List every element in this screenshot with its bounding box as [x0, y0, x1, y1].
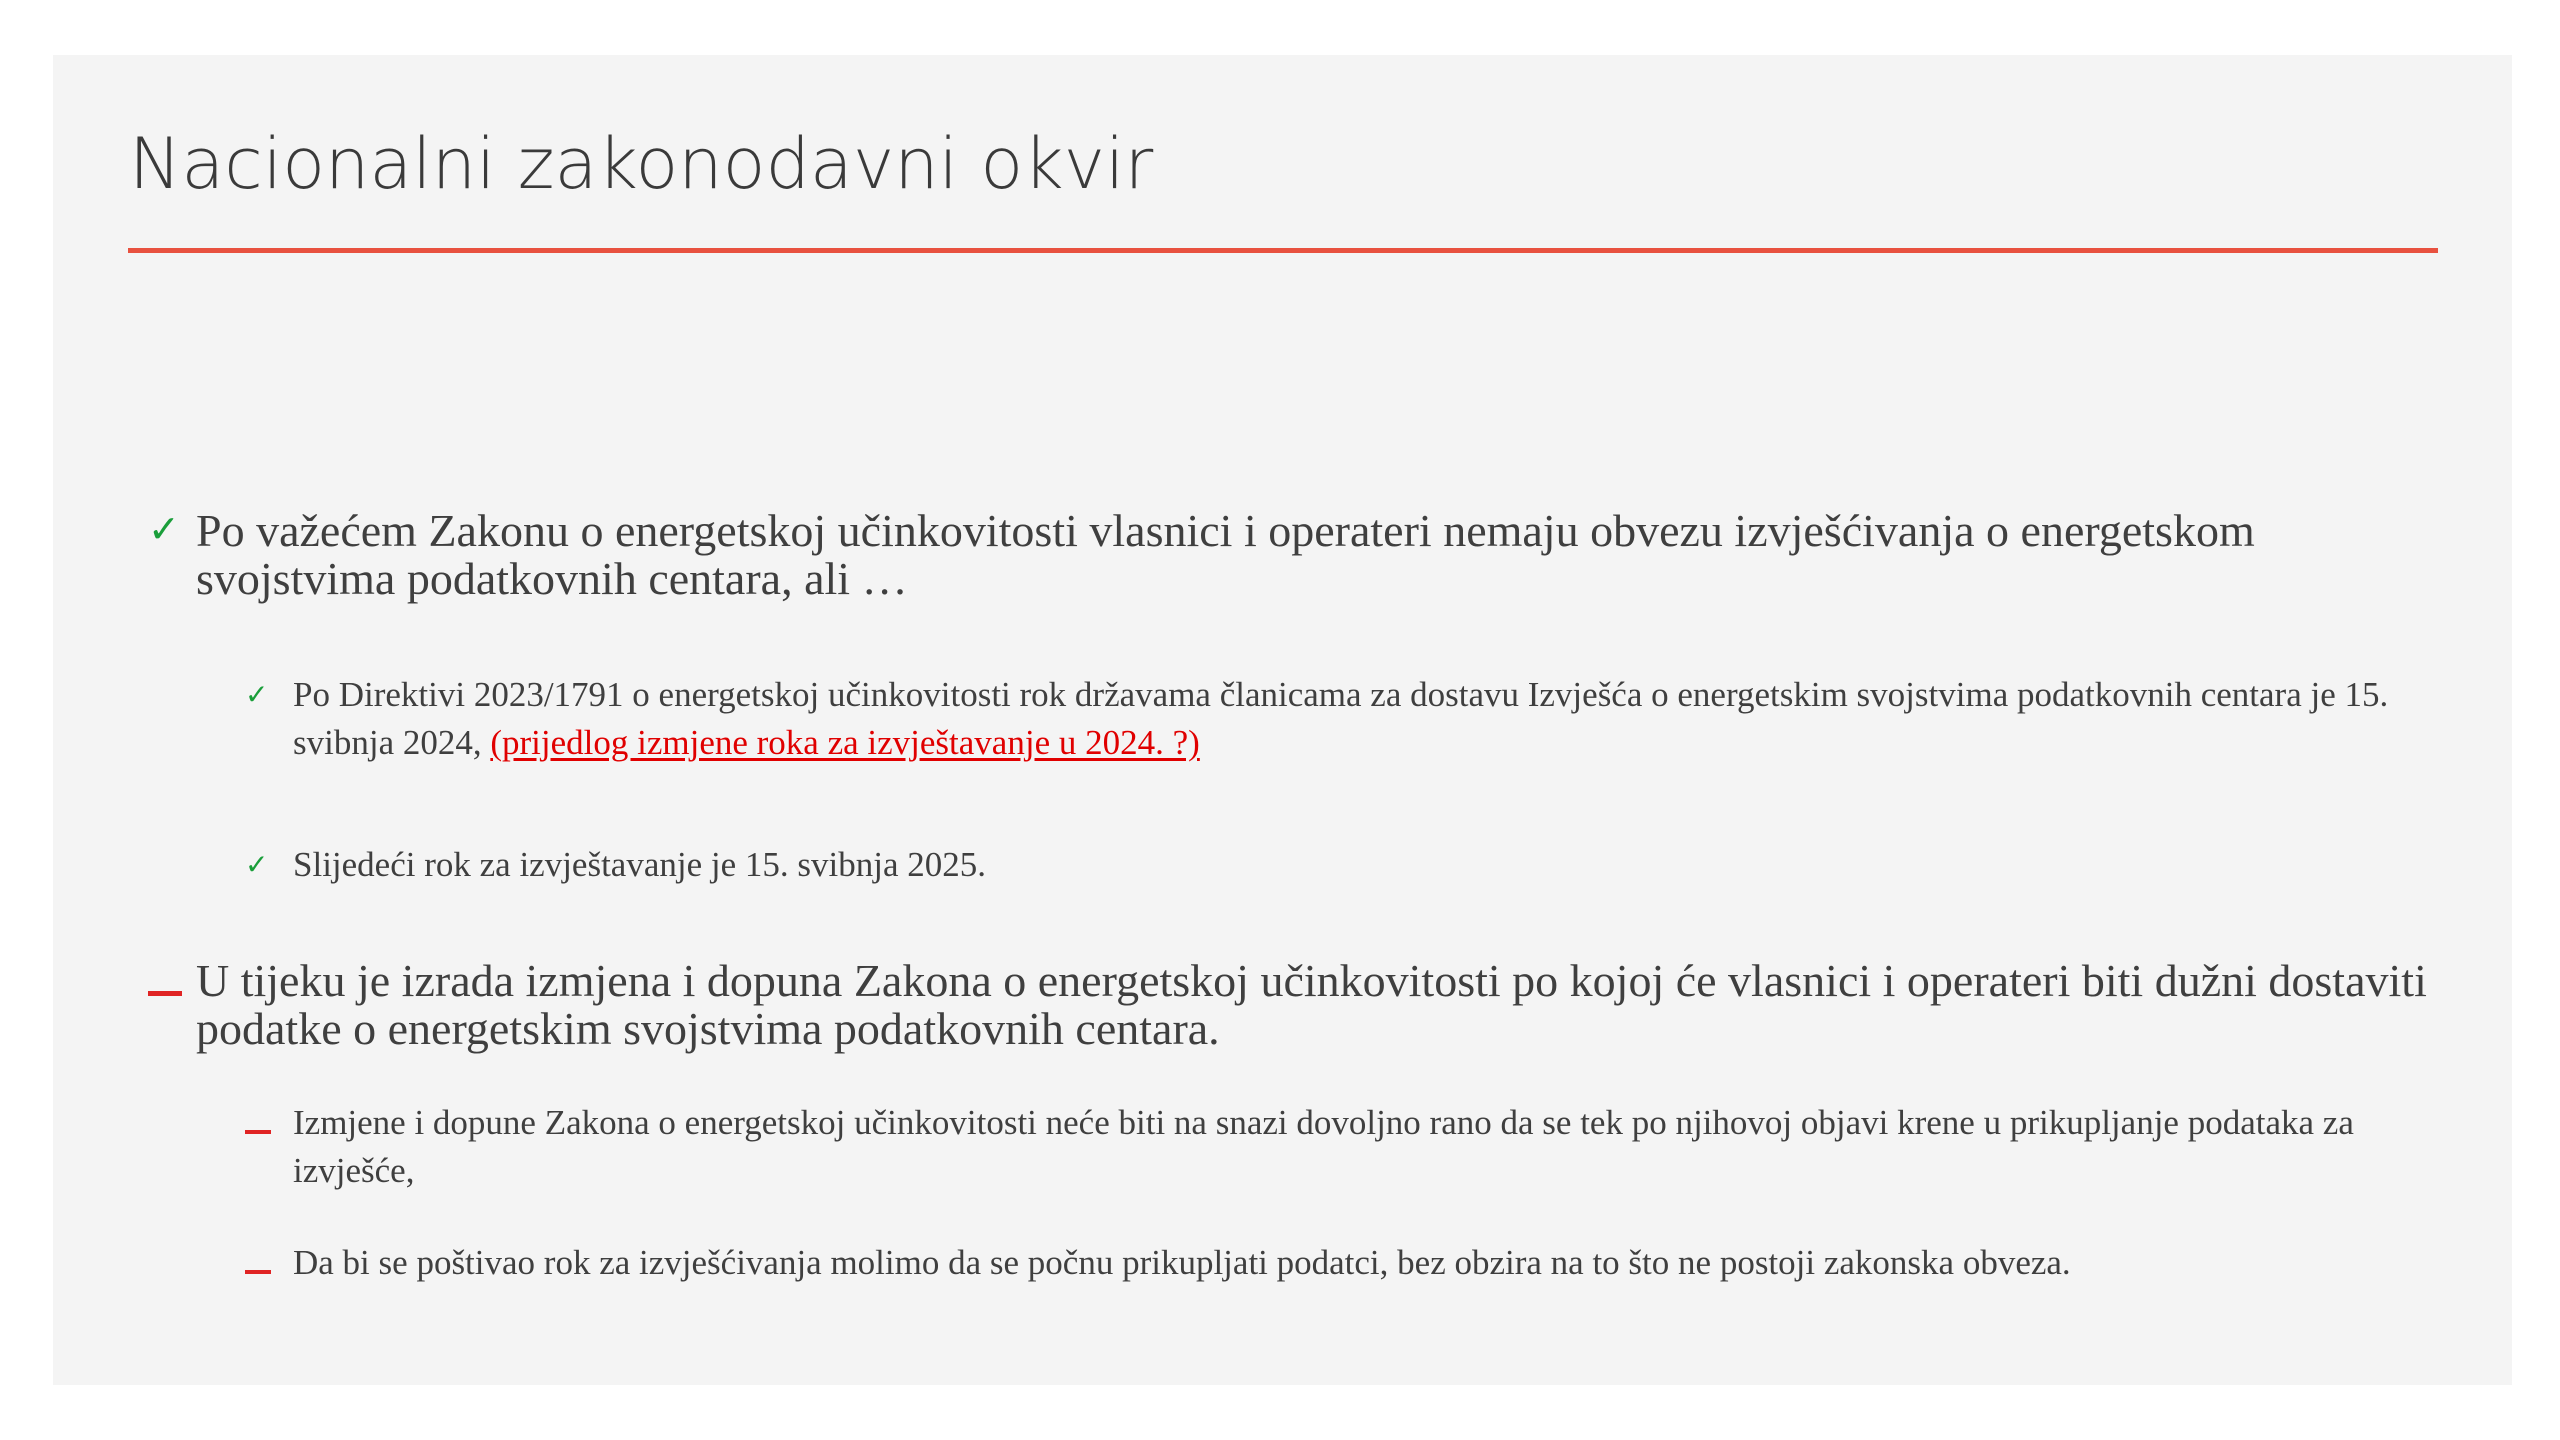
- sub-bullet-text: Slijedeći rok za izvještavanje je 15. svibnja 2025.: [293, 845, 986, 884]
- dash-icon: [148, 991, 182, 996]
- sub-bullet-start-collecting: [245, 1239, 2435, 1287]
- bullet-current-law: [148, 507, 2438, 603]
- sub-bullet-next-deadline: [245, 841, 2435, 889]
- sub-bullet-content: [293, 671, 2435, 767]
- proposal-link[interactable]: (prijedlog izmjene roka za izvještavanje u 2024. ?): [490, 723, 1200, 762]
- sub-bullet-text: Po Direktivi 2023/1791 o energetskoj učinkovitosti rok državama članicama za dostavu Izvješća o energetskim svojstvima podatkovnih centara je 15. svibnja 2024,: [293, 675, 2389, 762]
- bullet-text: U tijeku je izrada izmjena i dopuna Zakona o energetskoj učinkovitosti po kojoj će vlasnici i operateri biti dužni dostaviti podatke o energetskim svojstvima podatkovnih centara.: [196, 955, 2427, 1054]
- check-icon: ✓: [245, 678, 269, 711]
- slide-content: [53, 55, 2512, 1385]
- sub-bullet-not-in-force: [245, 1099, 2435, 1195]
- dash-icon: [245, 1130, 271, 1134]
- check-icon: ✓: [245, 848, 269, 881]
- sub-bullet-text: Da bi se poštivao rok za izvješćivanja molimo da se počnu prikupljati podatci, bez obzira na to što ne postoji zakonska obveza.: [293, 1243, 2071, 1282]
- bullet-amendments: [148, 957, 2438, 1053]
- slide-title: Nacionalni zakonodavni okvir: [129, 123, 1154, 205]
- dash-icon: [245, 1270, 271, 1274]
- slide: [53, 55, 2512, 1385]
- sub-bullet-directive: [245, 671, 2435, 767]
- check-icon: ✓: [148, 507, 180, 551]
- sub-bullet-text: Izmjene i dopune Zakona o energetskoj učinkovitosti neće biti na snazi dovoljno rano da se tek po njihovoj objavi krene u prikupljanje podataka za izvješće,: [293, 1103, 2354, 1190]
- bullet-text: Po važećem Zakonu o energetskoj učinkovitosti vlasnici i operateri nemaju obvezu izvješćivanja o energetskom svojstvima podatkovnih centara, ali …: [196, 505, 2255, 604]
